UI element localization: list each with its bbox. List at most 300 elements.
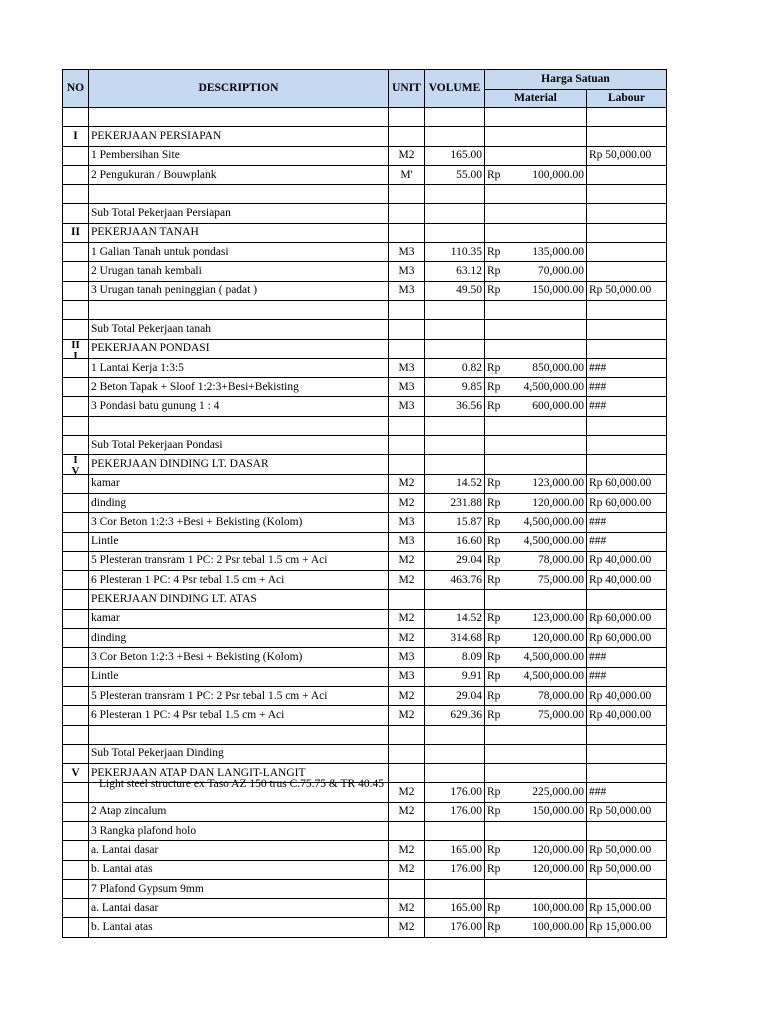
table-row (63, 281, 667, 300)
row-description: 7 Plafond Gypsum 9mm (89, 879, 389, 898)
col-header-unit: UNIT (389, 70, 425, 108)
row-description: 3 Cor Beton 1:2:3 +Besi + Bekisting (Kolom) (89, 513, 389, 532)
table-row (63, 860, 667, 879)
subtotal-row (63, 320, 667, 339)
row-description-text: Light steel structure ex Taso AZ 150 trus C.75.75 & TR 40.45 (99, 778, 384, 791)
row-volume: 176.00 (425, 860, 485, 879)
material-amount: 120,000.00 (532, 863, 584, 876)
material-currency: Rp (487, 573, 501, 586)
row-labour (587, 165, 667, 184)
row-number (63, 841, 89, 860)
row-labour (587, 300, 667, 319)
row-description: 2 Atap zincalum (89, 802, 389, 821)
row-unit: M2 (389, 783, 425, 802)
row-material (485, 629, 587, 648)
material-amount: 4,500,000.00 (523, 670, 584, 683)
material-amount: 100,000.00 (532, 168, 584, 181)
row-number: V (63, 764, 89, 783)
row-description: dinding (89, 629, 389, 648)
material-currency: Rp (487, 361, 501, 374)
row-volume (425, 821, 485, 840)
table-row (63, 686, 667, 705)
row-material (485, 899, 587, 918)
row-unit (389, 204, 425, 223)
row-material (485, 821, 587, 840)
row-unit (389, 436, 425, 455)
table-row (63, 918, 667, 937)
table-row (63, 879, 667, 898)
row-description: 6 Plesteran 1 PC: 4 Psr tebal 1.5 cm + Aci (89, 706, 389, 725)
row-volume (425, 108, 485, 127)
row-volume: 14.52 (425, 609, 485, 628)
blank-row (63, 108, 667, 127)
table-header (63, 70, 667, 108)
row-unit: M' (389, 165, 425, 184)
row-unit (389, 764, 425, 783)
row-material (485, 320, 587, 339)
row-labour (587, 764, 667, 783)
row-unit (389, 127, 425, 146)
row-number (63, 454, 89, 478)
row-labour (587, 320, 667, 339)
row-description: dinding (89, 493, 389, 512)
table-row (63, 378, 667, 397)
row-unit: M3 (389, 262, 425, 281)
row-unit (389, 590, 425, 609)
row-number (63, 493, 89, 512)
row-volume: 36.56 (425, 397, 485, 416)
table-row (63, 262, 667, 281)
row-number (63, 783, 89, 802)
row-description: PEKERJAAN PERSIAPAN (89, 127, 389, 146)
blank-row (63, 725, 667, 744)
material-amount: 135,000.00 (532, 245, 584, 258)
row-description: PEKERJAAN TANAH (89, 223, 389, 242)
row-description: 5 Plesteran transram 1 PC: 2 Psr tebal 1.5 cm + Aci (89, 551, 389, 570)
row-labour (587, 879, 667, 898)
row-material (485, 165, 587, 184)
row-unit (389, 821, 425, 840)
row-material (485, 841, 587, 860)
material-currency: Rp (487, 515, 501, 528)
row-unit: M3 (389, 667, 425, 686)
row-number (63, 609, 89, 628)
material-amount: 75,000.00 (538, 573, 584, 586)
row-volume: 0.82 (425, 358, 485, 377)
row-unit (389, 744, 425, 763)
row-unit: M2 (389, 474, 425, 493)
boq-table (62, 69, 667, 938)
row-description: 3 Cor Beton 1:2:3 +Besi + Bekisting (Kolom) (89, 648, 389, 667)
row-description: a. Lantai dasar (89, 899, 389, 918)
row-labour: Rp 40,000.00 (587, 571, 667, 590)
blank-row (63, 416, 667, 435)
table-row (63, 474, 667, 493)
row-material (485, 397, 587, 416)
row-labour: Rp 40,000.00 (587, 706, 667, 725)
row-material (485, 127, 587, 146)
row-labour: Rp 50,000.00 (587, 802, 667, 821)
row-description: a. Lantai dasar (89, 841, 389, 860)
row-number (63, 821, 89, 840)
row-description: 3 Urugan tanah peninggian ( padat ) (89, 281, 389, 300)
row-unit (389, 108, 425, 127)
blank-row (63, 185, 667, 204)
row-description: 1 Pembersihan Site (89, 146, 389, 165)
row-unit: M3 (389, 532, 425, 551)
blank-row (63, 300, 667, 319)
col-header-labour: Labour (587, 90, 667, 108)
material-amount: 100,000.00 (532, 921, 584, 934)
row-labour: ### (587, 783, 667, 802)
row-volume: 49.50 (425, 281, 485, 300)
row-description: 6 Plesteran 1 PC: 4 Psr tebal 1.5 cm + Aci (89, 571, 389, 590)
material-amount: 78,000.00 (538, 554, 584, 567)
row-volume: 15.87 (425, 513, 485, 532)
material-currency: Rp (487, 284, 501, 297)
row-labour: ### (587, 648, 667, 667)
row-number (63, 706, 89, 725)
row-description: Sub Total Pekerjaan Dinding (89, 744, 389, 763)
row-labour: ### (587, 667, 667, 686)
col-header-description: DESCRIPTION (89, 70, 389, 108)
table-row (63, 571, 667, 590)
row-unit: M2 (389, 571, 425, 590)
row-unit: M3 (389, 243, 425, 262)
row-labour (587, 821, 667, 840)
material-currency: Rp (487, 901, 501, 914)
row-volume: 14.52 (425, 474, 485, 493)
row-volume: 9.85 (425, 378, 485, 397)
row-material (485, 860, 587, 879)
row-labour: Rp 60,000.00 (587, 493, 667, 512)
material-amount: 4,500,000.00 (523, 535, 584, 548)
material-currency: Rp (487, 670, 501, 683)
row-unit: M2 (389, 686, 425, 705)
material-amount: 4,500,000.00 (523, 380, 584, 393)
row-unit: M2 (389, 802, 425, 821)
row-material (485, 551, 587, 570)
row-labour: ### (587, 532, 667, 551)
row-description: 5 Plesteran transram 1 PC: 2 Psr tebal 1.5 cm + Aci (89, 686, 389, 705)
material-currency: Rp (487, 554, 501, 567)
row-labour (587, 455, 667, 474)
row-unit (389, 320, 425, 339)
row-material (485, 609, 587, 628)
row-description: b. Lantai atas (89, 860, 389, 879)
row-material (485, 879, 587, 898)
row-labour: Rp 60,000.00 (587, 609, 667, 628)
row-volume (425, 223, 485, 242)
row-number (63, 551, 89, 570)
material-amount: 600,000.00 (532, 400, 584, 413)
row-description: kamar (89, 474, 389, 493)
row-volume: 16.60 (425, 532, 485, 551)
section-row (63, 223, 667, 242)
row-labour (587, 108, 667, 127)
row-description: Sub Total Pekerjaan tanah (89, 320, 389, 339)
row-unit: M3 (389, 513, 425, 532)
row-volume (425, 879, 485, 898)
material-currency: Rp (487, 863, 501, 876)
row-number (63, 436, 89, 455)
material-currency: Rp (487, 535, 501, 548)
row-material (485, 243, 587, 262)
section-row (63, 455, 667, 474)
col-header-volume: VOLUME (425, 70, 485, 108)
row-volume: 165.00 (425, 146, 485, 165)
row-description: 3 Pondasi batu gunung 1 : 4 (89, 397, 389, 416)
row-volume (425, 416, 485, 435)
table-row (63, 783, 667, 802)
row-labour (587, 725, 667, 744)
table-body (63, 108, 667, 938)
row-number (63, 744, 89, 763)
row-description: Sub Total Pekerjaan Persiapan (89, 204, 389, 223)
table-row (63, 706, 667, 725)
material-currency: Rp (487, 400, 501, 413)
row-description: 3 Rangka plafond holo (89, 821, 389, 840)
row-unit: M2 (389, 609, 425, 628)
row-labour (587, 185, 667, 204)
row-unit (389, 185, 425, 204)
row-material (485, 532, 587, 551)
row-number (63, 648, 89, 667)
row-number (63, 243, 89, 262)
row-unit (389, 725, 425, 744)
row-material (485, 262, 587, 281)
row-material (485, 474, 587, 493)
row-description: 1 Lantai Kerja 1:3:5 (89, 358, 389, 377)
row-labour: ### (587, 397, 667, 416)
row-number (63, 513, 89, 532)
row-unit: M2 (389, 629, 425, 648)
row-volume: 463.76 (425, 571, 485, 590)
row-volume (425, 204, 485, 223)
col-header-material: Material (485, 90, 587, 108)
row-volume (425, 436, 485, 455)
row-description (89, 108, 389, 127)
row-number (63, 146, 89, 165)
row-number (63, 667, 89, 686)
row-labour: Rp 60,000.00 (587, 629, 667, 648)
row-volume: 176.00 (425, 802, 485, 821)
row-material (485, 667, 587, 686)
table-row (63, 648, 667, 667)
row-description: 1 Galian Tanah untuk pondasi (89, 243, 389, 262)
row-volume: 29.04 (425, 551, 485, 570)
material-amount: 4,500,000.00 (523, 515, 584, 528)
row-material (485, 648, 587, 667)
section-row (63, 127, 667, 146)
row-number (63, 532, 89, 551)
material-currency: Rp (487, 245, 501, 258)
row-material (485, 744, 587, 763)
row-unit: M2 (389, 918, 425, 937)
row-material (485, 436, 587, 455)
row-number (63, 300, 89, 319)
table-row (63, 493, 667, 512)
material-currency: Rp (487, 689, 501, 702)
row-volume: 8.09 (425, 648, 485, 667)
row-number (63, 185, 89, 204)
row-labour (587, 127, 667, 146)
row-labour (587, 744, 667, 763)
row-unit: M2 (389, 899, 425, 918)
row-labour: ### (587, 378, 667, 397)
subtotal-row (63, 436, 667, 455)
row-volume (425, 300, 485, 319)
section-row (63, 339, 667, 358)
table-row (63, 513, 667, 532)
row-number (63, 899, 89, 918)
row-material (485, 378, 587, 397)
row-unit (389, 455, 425, 474)
material-currency: Rp (487, 921, 501, 934)
row-material (485, 339, 587, 358)
material-amount: 78,000.00 (538, 689, 584, 702)
material-currency: Rp (487, 631, 501, 644)
row-description (89, 778, 389, 802)
row-description (89, 300, 389, 319)
material-currency: Rp (487, 477, 501, 490)
row-unit: M2 (389, 551, 425, 570)
row-material (485, 764, 587, 783)
material-amount: 150,000.00 (532, 805, 584, 818)
row-volume (425, 725, 485, 744)
row-number (63, 397, 89, 416)
table-row (63, 802, 667, 821)
row-description (89, 416, 389, 435)
material-amount: 70,000.00 (538, 265, 584, 278)
row-unit: M3 (389, 378, 425, 397)
col-header-no: NO (63, 70, 89, 108)
material-amount: 225,000.00 (532, 786, 584, 799)
table-row (63, 532, 667, 551)
table-row (63, 609, 667, 628)
row-number (63, 725, 89, 744)
row-labour (587, 223, 667, 242)
row-labour (587, 339, 667, 358)
table-row (63, 629, 667, 648)
row-volume: 9.91 (425, 667, 485, 686)
row-labour: Rp 40,000.00 (587, 551, 667, 570)
row-description (89, 725, 389, 744)
row-material (485, 802, 587, 821)
row-description: 2 Beton Tapak + Sloof 1:2:3+Besi+Bekisting (89, 378, 389, 397)
row-volume (425, 320, 485, 339)
row-number: I (63, 127, 89, 146)
row-description: 2 Urugan tanah kembali (89, 262, 389, 281)
row-labour: Rp 15,000.00 (587, 918, 667, 937)
row-unit: M2 (389, 706, 425, 725)
table-row (63, 551, 667, 570)
row-material (485, 146, 587, 165)
row-volume: 63.12 (425, 262, 485, 281)
row-material (485, 223, 587, 242)
row-number: II (63, 223, 89, 242)
material-currency: Rp (487, 496, 501, 509)
row-material (485, 706, 587, 725)
table-row (63, 841, 667, 860)
row-number (63, 571, 89, 590)
material-currency: Rp (487, 786, 501, 799)
row-volume: 165.00 (425, 841, 485, 860)
material-amount: 4,500,000.00 (523, 650, 584, 663)
row-material (485, 455, 587, 474)
material-currency: Rp (487, 708, 501, 721)
row-material (485, 493, 587, 512)
row-number (63, 204, 89, 223)
row-labour: Rp 60,000.00 (587, 474, 667, 493)
row-number-text: II I (71, 338, 80, 362)
row-material (485, 416, 587, 435)
row-volume (425, 339, 485, 358)
row-unit: M2 (389, 146, 425, 165)
material-currency: Rp (487, 805, 501, 818)
section-row (63, 590, 667, 609)
row-labour (587, 436, 667, 455)
row-volume: 176.00 (425, 918, 485, 937)
material-amount: 120,000.00 (532, 496, 584, 509)
row-number (63, 281, 89, 300)
material-currency: Rp (487, 168, 501, 181)
row-number (63, 686, 89, 705)
row-material (485, 358, 587, 377)
row-volume (425, 744, 485, 763)
row-material (485, 783, 587, 802)
row-volume: 314.68 (425, 629, 485, 648)
material-amount: 123,000.00 (532, 612, 584, 625)
material-amount: 120,000.00 (532, 843, 584, 856)
row-number (63, 860, 89, 879)
row-description: Lintle (89, 532, 389, 551)
subtotal-row (63, 744, 667, 763)
table-row (63, 397, 667, 416)
row-labour: Rp 50,000.00 (587, 146, 667, 165)
row-description: kamar (89, 609, 389, 628)
material-currency: Rp (487, 265, 501, 278)
row-number (63, 416, 89, 435)
row-labour: ### (587, 513, 667, 532)
row-number (63, 338, 89, 362)
row-material (485, 300, 587, 319)
subtotal-row (63, 204, 667, 223)
row-number (63, 918, 89, 937)
row-volume: 176.00 (425, 783, 485, 802)
row-unit: M2 (389, 860, 425, 879)
row-unit: M3 (389, 648, 425, 667)
material-currency: Rp (487, 843, 501, 856)
row-number (63, 590, 89, 609)
table-row (63, 821, 667, 840)
row-labour: ### (587, 358, 667, 377)
row-material (485, 281, 587, 300)
row-labour (587, 204, 667, 223)
row-volume (425, 764, 485, 783)
row-labour (587, 262, 667, 281)
row-unit: M3 (389, 281, 425, 300)
row-labour: Rp 50,000.00 (587, 860, 667, 879)
row-unit (389, 300, 425, 319)
material-currency: Rp (487, 612, 501, 625)
row-material (485, 108, 587, 127)
row-labour: Rp 50,000.00 (587, 841, 667, 860)
row-unit: M2 (389, 493, 425, 512)
row-labour: Rp 15,000.00 (587, 899, 667, 918)
row-description: PEKERJAAN PONDASI (89, 339, 389, 358)
row-volume: 55.00 (425, 165, 485, 184)
